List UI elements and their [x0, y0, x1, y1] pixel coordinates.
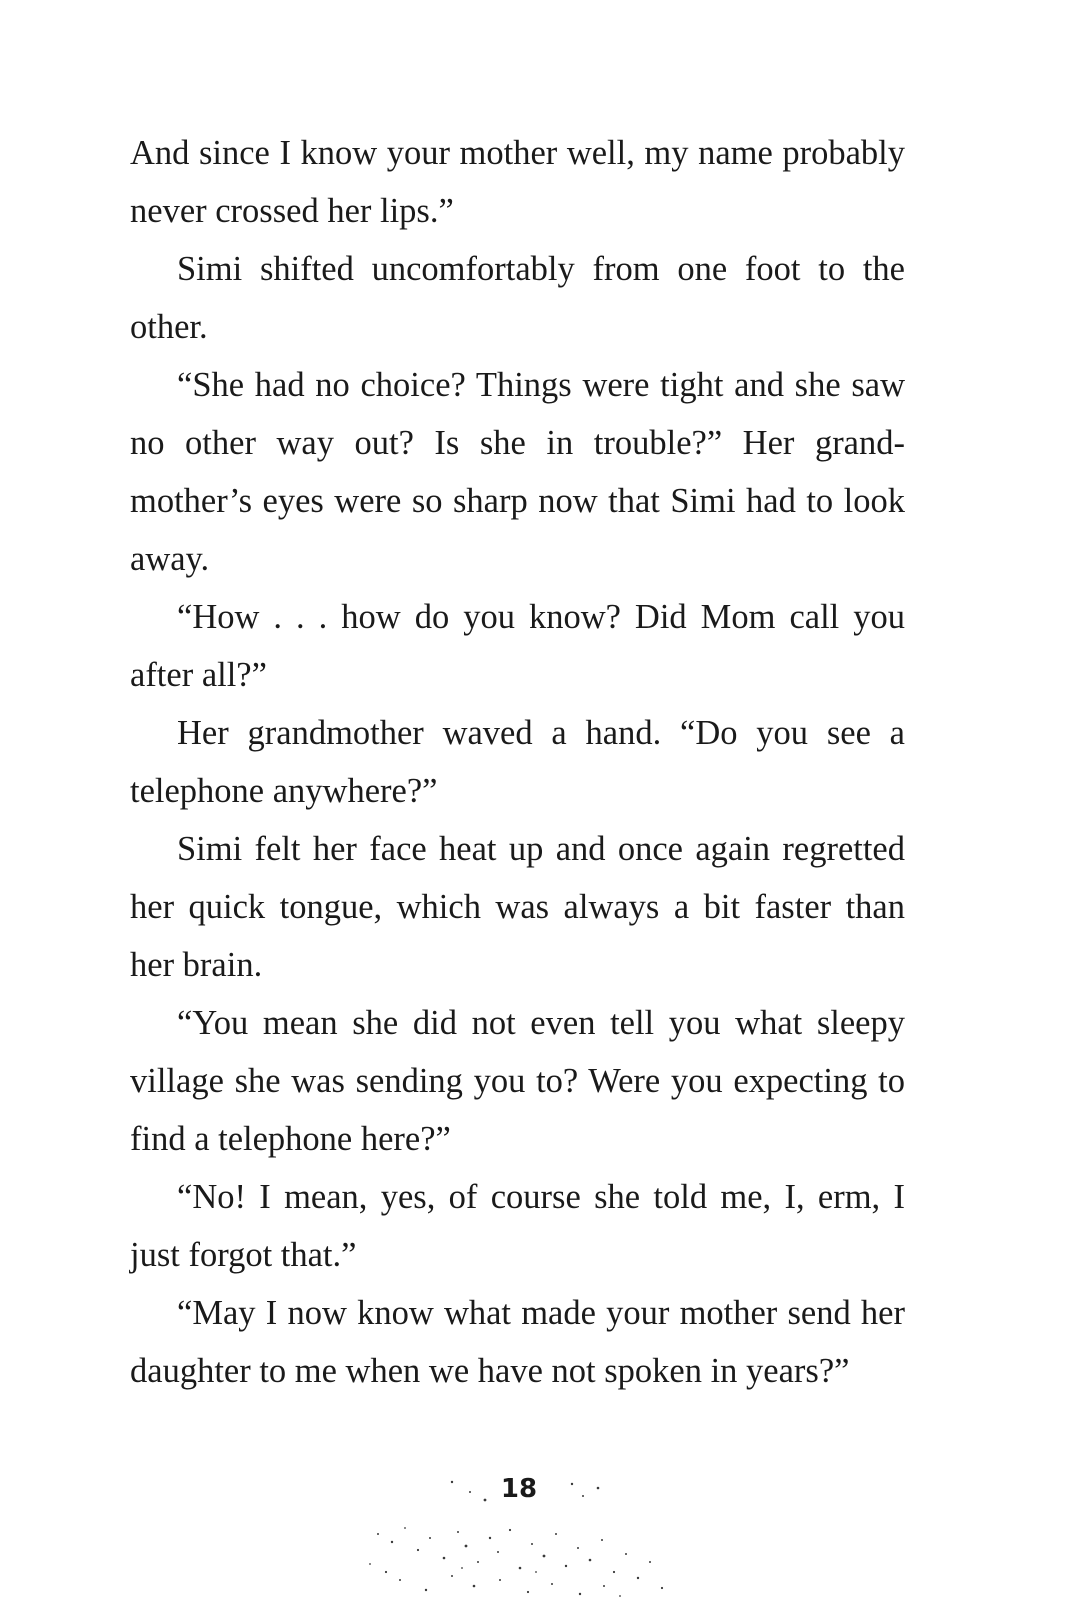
paragraph-2: Simi shifted uncomfortably from one foot to the other.: [130, 250, 905, 346]
paragraph-7: “You mean she did not even tell you what sleepy village she was sending you to? Were you expecting to find a telephone here?”: [130, 1004, 905, 1158]
paragraph-5: Her grandmother waved a hand. “Do you see a telephone anywhere?”: [130, 714, 905, 810]
paragraph-4: “How . . . how do you know? Did Mom call you after all?”: [130, 598, 905, 694]
paragraph-9: “May I now know what made your mother send her daughter to me when we have not spoken in years?”: [130, 1294, 905, 1390]
page-footer: [0, 1468, 1067, 1600]
page-number: 18: [500, 1474, 538, 1504]
paragraph-6: Simi felt her face heat up and once again regretted her quick tongue, which was always a bit faster than her brain.: [130, 830, 905, 984]
paragraph-3: “She had no choice? Things were tight and she saw no other way out? Is she in trouble?” Her grandmother’s eyes were so sharp now that Simi had to look away.: [130, 366, 905, 578]
paragraph-1: And since I know your mother well, my name probably never crossed her lips.”: [130, 134, 905, 230]
paragraph-8: “No! I mean, yes, of course she told me, I, erm, I just forgot that.”: [130, 1178, 905, 1274]
body-text: [130, 124, 905, 1400]
